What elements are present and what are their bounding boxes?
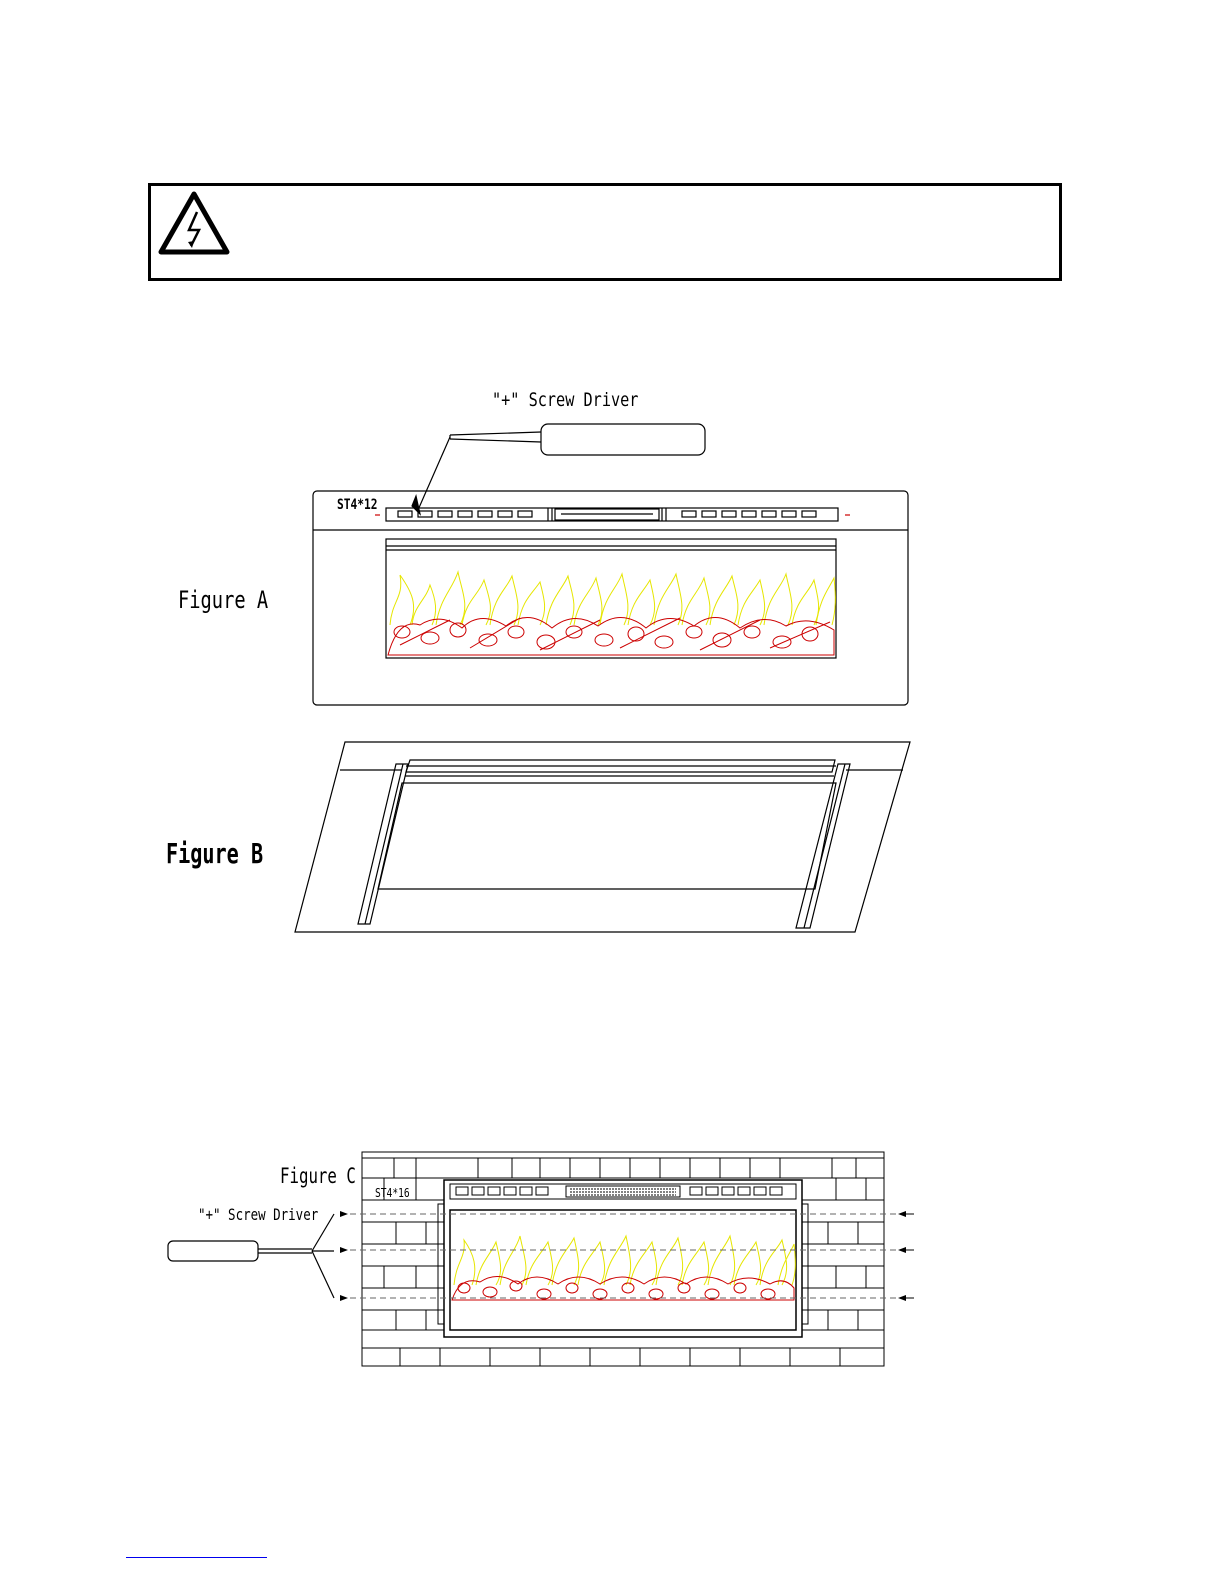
screwdriver-label-c: "+" Screw Driver [198, 1205, 319, 1224]
footer-link-rule [126, 1557, 267, 1558]
figure-c-label: Figure C [280, 1164, 356, 1188]
figure-a-label: Figure A [178, 586, 269, 614]
screwdriver-icon [168, 1214, 334, 1298]
screw-size-label-c: ST4*16 [375, 1186, 410, 1200]
fireplace-inset [444, 1180, 802, 1337]
screwdriver-label-a: "+" Screw Driver [492, 389, 639, 411]
screw-size-label-a: ST4*12 [337, 497, 378, 513]
figure-b-label: Figure B [166, 837, 264, 870]
